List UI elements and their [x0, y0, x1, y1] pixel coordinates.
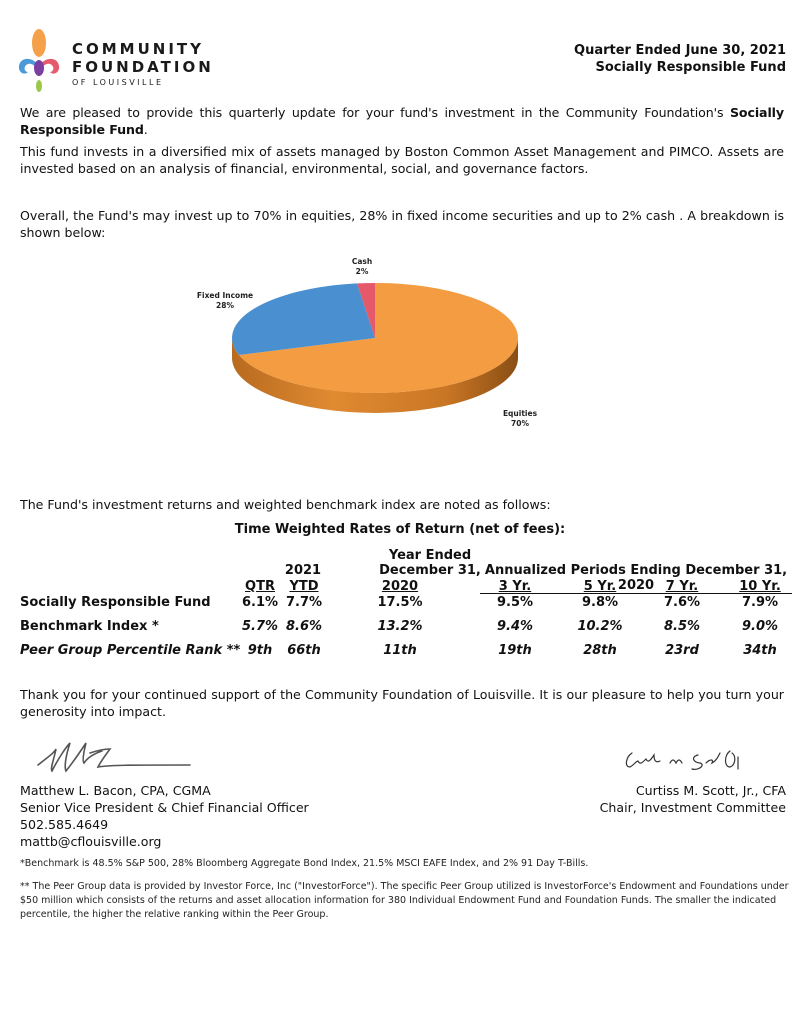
table-cell: 5.7%: [241, 619, 279, 634]
intro-period: .: [143, 122, 148, 137]
pie-slices: [232, 283, 518, 393]
pie-label-name: Equities: [502, 409, 538, 418]
signatory-left: [20, 782, 309, 850]
signatory-name: Curtiss M. Scott, Jr., CFA: [635, 783, 786, 798]
returns-table-title: Time Weighted Rates of Return (net of fees):: [234, 522, 566, 537]
logo-text-community: COMMUNITY: [72, 40, 205, 58]
column-header: 2020: [381, 579, 419, 594]
table-cell: 7.6%: [663, 595, 701, 610]
logo-text-foundation: FOUNDATION: [72, 58, 214, 76]
signatory-phone: 502.585.4649: [20, 817, 109, 832]
signatory-right: [600, 782, 786, 816]
foundation-logo: [16, 28, 236, 94]
column-header: 5 Yr.: [583, 579, 617, 594]
intro-text: We are pleased to provide this quarterly update for your fund's investment in the Community Foundation's: [20, 105, 730, 120]
intro-paragraph-2: This fund invests in a diversified mix of assets managed by Boston Common Asset Management and PIMCO. Assets are invested based on an analysis of financial, environmental, social, and governance factors.: [20, 144, 784, 176]
header-year-ended: Year Ended: [388, 548, 472, 563]
table-cell: 66th: [287, 643, 321, 658]
allocation-pie-chart: [180, 250, 580, 460]
signatory-name: Matthew L. Bacon, CPA, CGMA: [20, 783, 211, 798]
pie-label-name: Cash: [351, 257, 373, 266]
pie-label-value: 28%: [216, 301, 234, 310]
table-cell: 9.8%: [581, 595, 619, 610]
intro-paragraph-1: [20, 104, 784, 138]
table-cell: 9th: [247, 643, 273, 658]
table-cell: 8.6%: [285, 619, 323, 634]
signature-curtiss-scott: [620, 745, 790, 775]
fund-name: Socially Responsible Fund: [595, 60, 786, 75]
table-cell: 10.2%: [577, 619, 623, 634]
table-cell: 6.1%: [241, 595, 279, 610]
table-cell: 7.7%: [285, 595, 323, 610]
intro-paragraph-3: Overall, the Fund's may invest up to 70% in equities, 28% in fixed income securities and up to 2% cash . A breakdown is shown below:: [20, 208, 784, 240]
table-cell: 23rd: [665, 643, 699, 658]
column-header: 7 Yr.: [665, 579, 699, 594]
pie-label-value: 2%: [355, 267, 369, 276]
table-cell: 19th: [498, 643, 532, 658]
signatory-email[interactable]: mattb@cflouisville.org: [20, 834, 162, 849]
logo-stem: [36, 80, 42, 92]
header-annualized-periods: Annualized Periods Ending December 31, 2020: [480, 563, 792, 594]
table-cell: 34th: [743, 643, 777, 658]
report-header: [574, 42, 786, 76]
table-cell: 7.9%: [741, 595, 779, 610]
fleur-de-lis-icon: [16, 28, 62, 94]
pie-label-value: 70%: [511, 419, 529, 428]
footnote-peer-group: ** The Peer Group data is provided by Investor Force, Inc ("InvestorForce"). The specific Peer Group utilized is InvestorForce's Endowment and Foundations under $50 million which consists of the returns and asset allocation information for 380 Individual Endowment Fund and Foundation Funds. The smaller the indicated percentile, the higher the relative ranking within the Peer Group.: [20, 881, 789, 920]
table-cell: 13.2%: [377, 619, 423, 634]
pie-label-name: Fixed Income: [196, 291, 254, 300]
logo-center: [34, 60, 44, 76]
table-cell: 9.0%: [741, 619, 779, 634]
table-cell: 9.5%: [496, 595, 534, 610]
thank-you-note: Thank you for your continued support of the Community Foundation of Louisville. It is our pleasure to help you turn your generosity into impact.: [20, 687, 784, 719]
table-cell: 28th: [583, 643, 617, 658]
header-ytd-year: 2021: [284, 563, 322, 578]
table-cell: 8.5%: [663, 619, 701, 634]
intro-fund-name: Socially Responsible Fund: [20, 105, 784, 137]
footnote-benchmark: *Benchmark is 48.5% S&P 500, 28% Bloomberg Aggregate Bond Index, 21.5% MSCI EAFE Index, and 2% 91 Day T-Bills.: [20, 858, 589, 869]
table-cell: 17.5%: [377, 595, 423, 610]
table-cell: 9.4%: [496, 619, 534, 634]
signatory-title: Senior Vice President & Chief Financial Officer: [20, 800, 309, 815]
quarter-ended: Quarter Ended June 30, 2021: [574, 43, 786, 58]
row-label: Benchmark Index *: [20, 619, 159, 634]
column-header: 3 Yr.: [498, 579, 532, 594]
logo-text-louisville: OF LOUISVILLE: [72, 78, 164, 87]
returns-intro: The Fund's investment returns and weighted benchmark index are noted as follows:: [20, 497, 551, 512]
logo-petal-top: [32, 29, 46, 57]
table-cell: 11th: [383, 643, 417, 658]
signature-matthew-bacon: [30, 735, 210, 780]
column-header: YTD: [289, 579, 319, 594]
signatory-title: Chair, Investment Committee: [599, 800, 786, 815]
header-december-31: December 31,: [379, 563, 481, 578]
row-label: Socially Responsible Fund: [20, 595, 211, 610]
column-header: 10 Yr.: [739, 579, 781, 594]
column-header: QTR: [245, 579, 275, 594]
row-label: Peer Group Percentile Rank **: [20, 643, 241, 658]
